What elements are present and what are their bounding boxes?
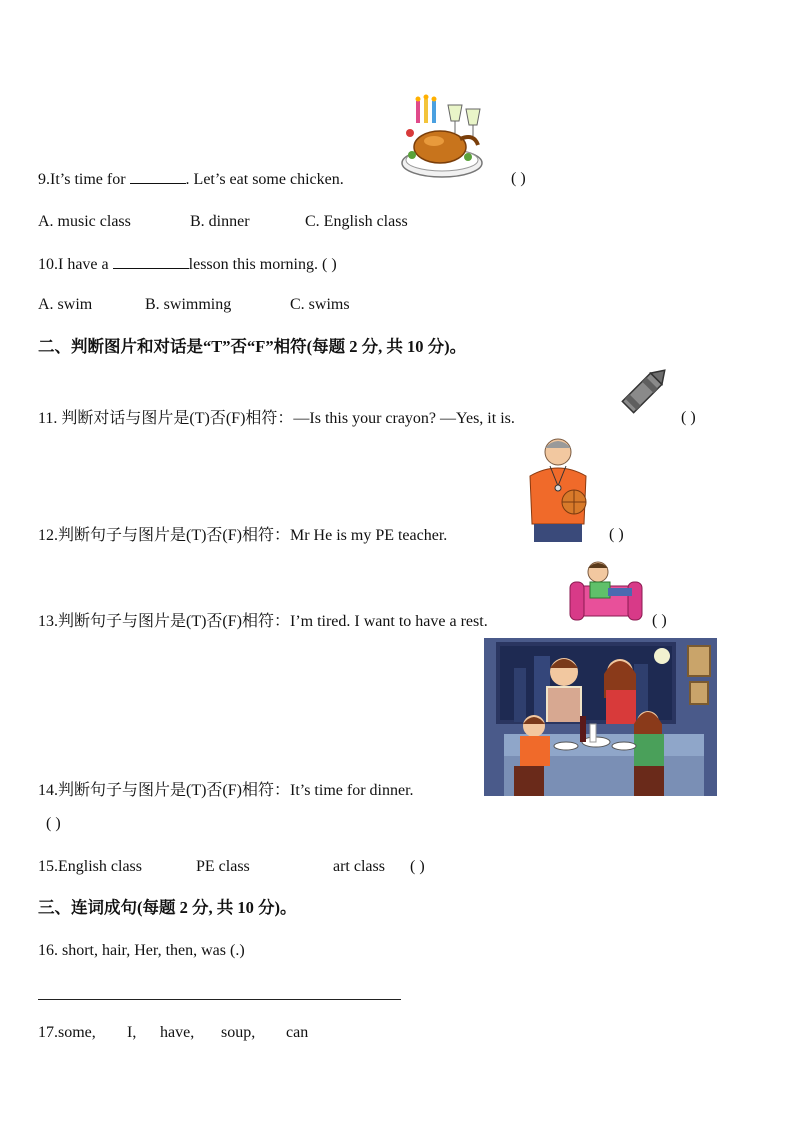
q15-answer-paren[interactable]: ( )	[410, 858, 425, 875]
q10-text: 10.I have a lesson this morning. ( )	[38, 256, 337, 273]
q17-word-soup: soup,	[221, 1024, 256, 1041]
q9-option-a[interactable]: A. music class	[38, 213, 131, 230]
q9-blank[interactable]	[130, 183, 186, 184]
q13-text: 13.判断句子与图片是(T)否(F)相符：I’m tired. I want to have a rest.	[38, 613, 488, 630]
q9-option-c[interactable]: C. English class	[305, 213, 408, 230]
q17-word-i: I,	[127, 1024, 137, 1041]
q15-item-pe-class: PE class	[196, 858, 250, 875]
family-dinner-image	[484, 638, 717, 796]
roast-chicken-image	[394, 93, 494, 185]
q10-blank[interactable]	[113, 268, 189, 269]
q10-option-a[interactable]: A. swim	[38, 296, 93, 313]
q17-word-can: can	[286, 1024, 309, 1041]
q16-text: 16. short, hair, Her, then, was (.)	[38, 942, 245, 959]
q15-item-english-class: 15.English class	[38, 858, 142, 875]
q10-answer-paren[interactable]: ( )	[321, 256, 337, 273]
q9-text: 9.It’s time for . Let’s eat some chicken.	[38, 171, 344, 188]
pe-teacher-image	[520, 436, 598, 542]
q17-word-some: 17.some,	[38, 1024, 96, 1041]
q9-answer-paren[interactable]: ( )	[511, 170, 526, 187]
q12-text: 12.判断句子与图片是(T)否(F)相符：Mr He is my PE teacher.	[38, 527, 448, 544]
q11-answer-paren[interactable]: ( )	[681, 409, 696, 426]
q10-option-b[interactable]: B. swimming	[145, 296, 232, 313]
q9-option-b[interactable]: B. dinner	[190, 213, 250, 230]
q11-text: 11. 判断对话与图片是(T)否(F)相符：—Is this your crayon? —Yes, it is.	[38, 410, 515, 427]
q12-answer-paren[interactable]: ( )	[609, 526, 624, 543]
q10-option-c[interactable]: C. swims	[290, 296, 350, 313]
section-3-title: 三、连词成句(每题 2 分, 共 10 分)。	[38, 898, 297, 917]
q16-answer-line[interactable]	[38, 999, 401, 1000]
resting-boy-image	[568, 556, 644, 626]
q14-answer-paren[interactable]: ( )	[46, 815, 61, 832]
q14-text: 14.判断句子与图片是(T)否(F)相符：It’s time for dinner.	[38, 782, 414, 799]
crayon-image	[612, 366, 668, 424]
section-2-title: 二、判断图片和对话是“T”否“F”相符(每题 2 分, 共 10 分)。	[38, 337, 467, 356]
q13-answer-paren[interactable]: ( )	[652, 612, 667, 629]
q15-item-art-class: art class	[333, 858, 385, 875]
q17-word-have: have,	[160, 1024, 195, 1041]
